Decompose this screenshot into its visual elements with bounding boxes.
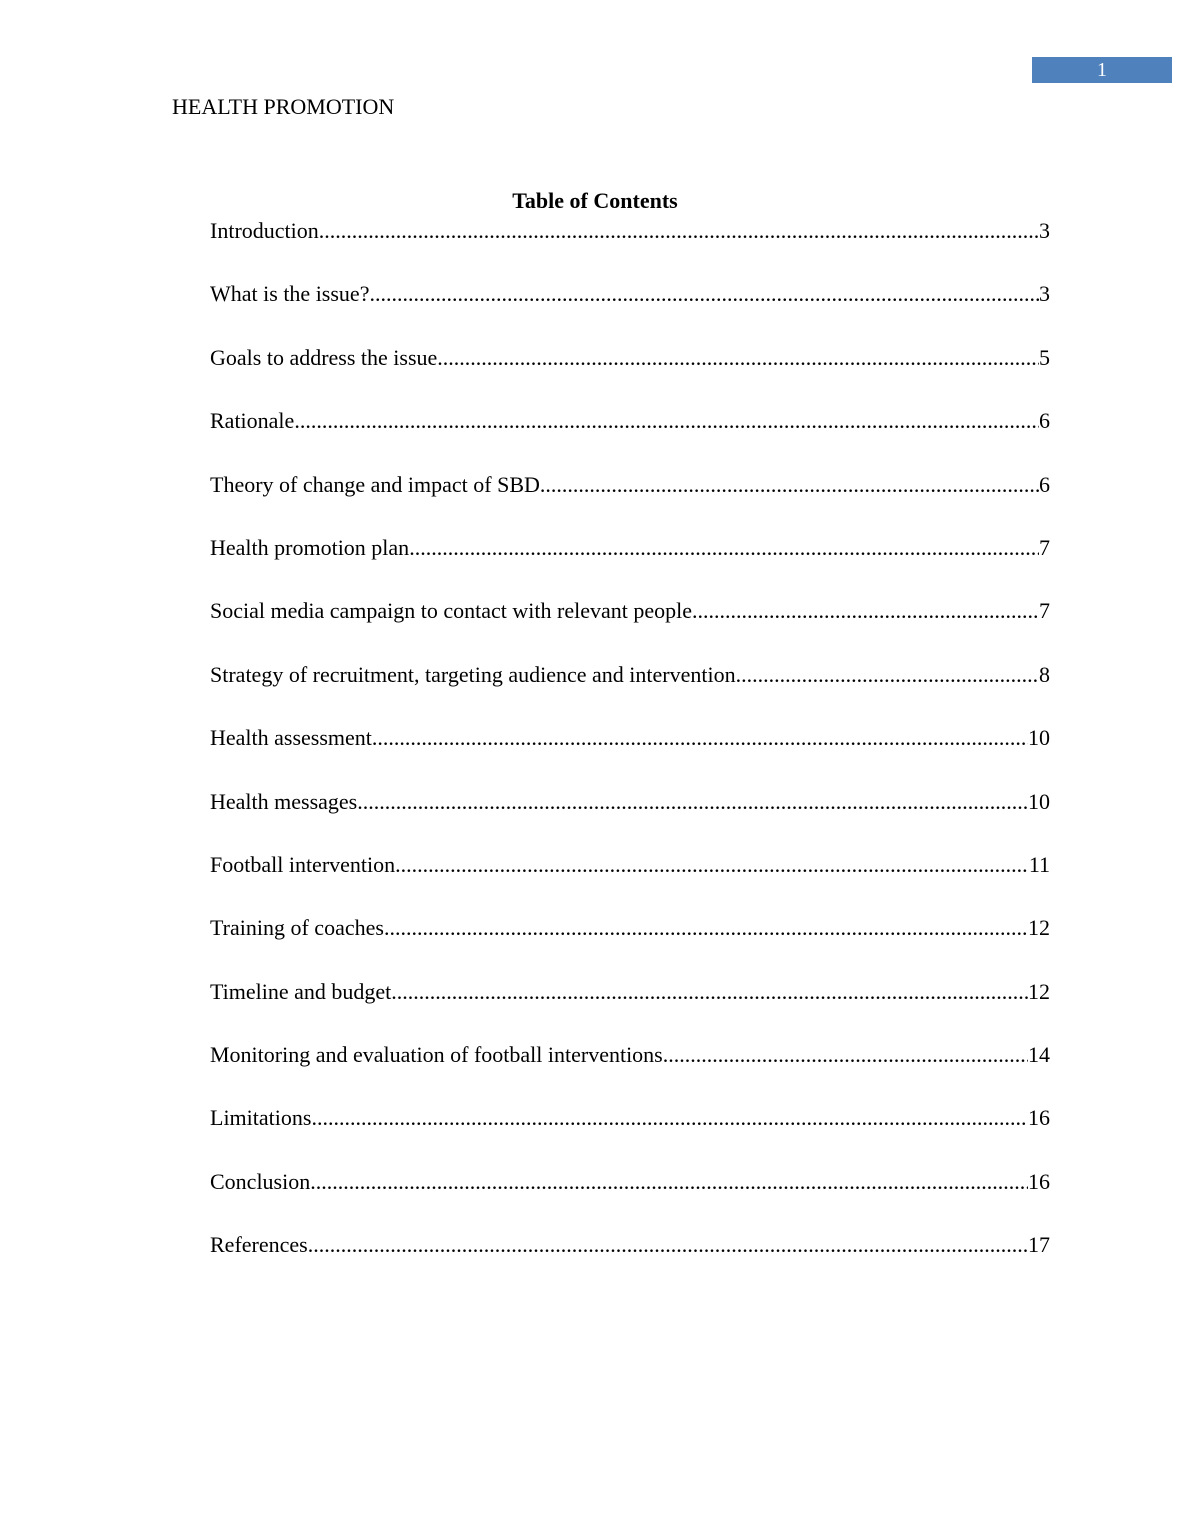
toc-entry-label: Rationale	[210, 408, 295, 434]
toc-leader-dots	[372, 723, 1028, 753]
toc-entry-label: Social media campaign to contact with relevant people	[210, 598, 692, 624]
toc-entry-label: Limitations	[210, 1105, 312, 1131]
toc-entry-page: 10	[1028, 725, 1050, 751]
toc-entry-page: 10	[1028, 788, 1050, 814]
toc-entry-label: Introduction	[210, 218, 319, 243]
toc-leader-dots	[357, 787, 1028, 817]
toc-entry[interactable]	[210, 1230, 1050, 1293]
toc-leader-dots	[736, 660, 1039, 690]
toc-entry[interactable]	[210, 533, 1050, 596]
toc-entry[interactable]	[210, 977, 1050, 1040]
toc-entry-label: Training of coaches	[210, 915, 384, 941]
toc-entry-label: Theory of change and impact of SBD	[210, 471, 540, 497]
toc-entry-page: 3	[1039, 218, 1050, 243]
toc-entry[interactable]	[210, 1103, 1050, 1166]
toc-entry[interactable]	[210, 216, 1050, 279]
toc-entry-label: What is the issue?	[210, 281, 370, 307]
toc-entry-page: 16	[1028, 1105, 1050, 1131]
toc-leader-dots	[692, 596, 1039, 626]
toc-entry-page: 8	[1039, 661, 1050, 687]
toc-leader-dots	[384, 913, 1028, 943]
toc-entry-label: Goals to address the issue	[210, 344, 438, 370]
toc-entry-label: Timeline and budget	[210, 978, 392, 1004]
toc-entry[interactable]	[210, 660, 1050, 723]
toc-entry-page: 6	[1039, 408, 1050, 434]
page-number-badge	[1032, 57, 1172, 83]
toc-leader-dots	[294, 406, 1039, 436]
toc-leader-dots	[663, 1040, 1028, 1070]
toc-entry[interactable]	[210, 1167, 1050, 1230]
toc-entry[interactable]	[210, 470, 1050, 533]
page-number: 1	[1097, 59, 1107, 81]
toc-entry-page: 12	[1028, 915, 1050, 941]
toc-entry-page: 11	[1028, 851, 1050, 877]
toc-entry-page: 12	[1028, 978, 1050, 1004]
toc-entry-page: 3	[1039, 281, 1050, 307]
toc-list	[210, 216, 1050, 1294]
toc-leader-dots	[311, 1103, 1028, 1133]
toc-entry[interactable]	[210, 913, 1050, 976]
running-head: HEALTH PROMOTION	[172, 94, 395, 119]
toc-entry-label: Strategy of recruitment, targeting audience and intervention	[210, 661, 736, 687]
toc-entry[interactable]	[210, 279, 1050, 342]
toc-entry[interactable]	[210, 723, 1050, 786]
toc-entry-label: Health assessment	[210, 725, 372, 751]
toc-entry-page: 14	[1028, 1042, 1050, 1068]
toc-leader-dots	[308, 1230, 1028, 1260]
toc-entry-label: Health messages	[210, 788, 358, 814]
toc-entry-label: Monitoring and evaluation of football interventions	[210, 1042, 663, 1068]
toc-leader-dots	[437, 343, 1039, 373]
toc-entry[interactable]	[210, 343, 1050, 406]
toc-entry-page: 6	[1039, 471, 1050, 497]
toc-entry-page: 17	[1028, 1232, 1050, 1258]
toc-entry-label: Football intervention	[210, 851, 396, 877]
toc-leader-dots	[310, 1167, 1028, 1197]
toc-entry-page: 7	[1039, 598, 1050, 624]
toc-entry[interactable]	[210, 787, 1050, 850]
toc-leader-dots	[369, 279, 1039, 309]
toc-leader-dots	[319, 216, 1039, 246]
toc-entry-page: 16	[1028, 1168, 1050, 1194]
toc-leader-dots	[395, 850, 1029, 880]
toc-entry-label: References	[210, 1232, 308, 1258]
toc-entry[interactable]	[210, 850, 1050, 913]
toc-entry[interactable]	[210, 596, 1050, 659]
toc-leader-dots	[391, 977, 1028, 1007]
toc-leader-dots	[540, 470, 1039, 500]
toc-entry[interactable]	[210, 1040, 1050, 1103]
toc-entry[interactable]	[210, 406, 1050, 469]
toc-title: Table of Contents	[512, 188, 678, 213]
toc-leader-dots	[409, 533, 1039, 563]
toc-entry-page: 5	[1039, 344, 1050, 370]
toc-entry-label: Conclusion	[210, 1168, 311, 1194]
toc-entry-label: Health promotion plan	[210, 534, 410, 560]
toc-entry-page: 7	[1039, 534, 1050, 560]
